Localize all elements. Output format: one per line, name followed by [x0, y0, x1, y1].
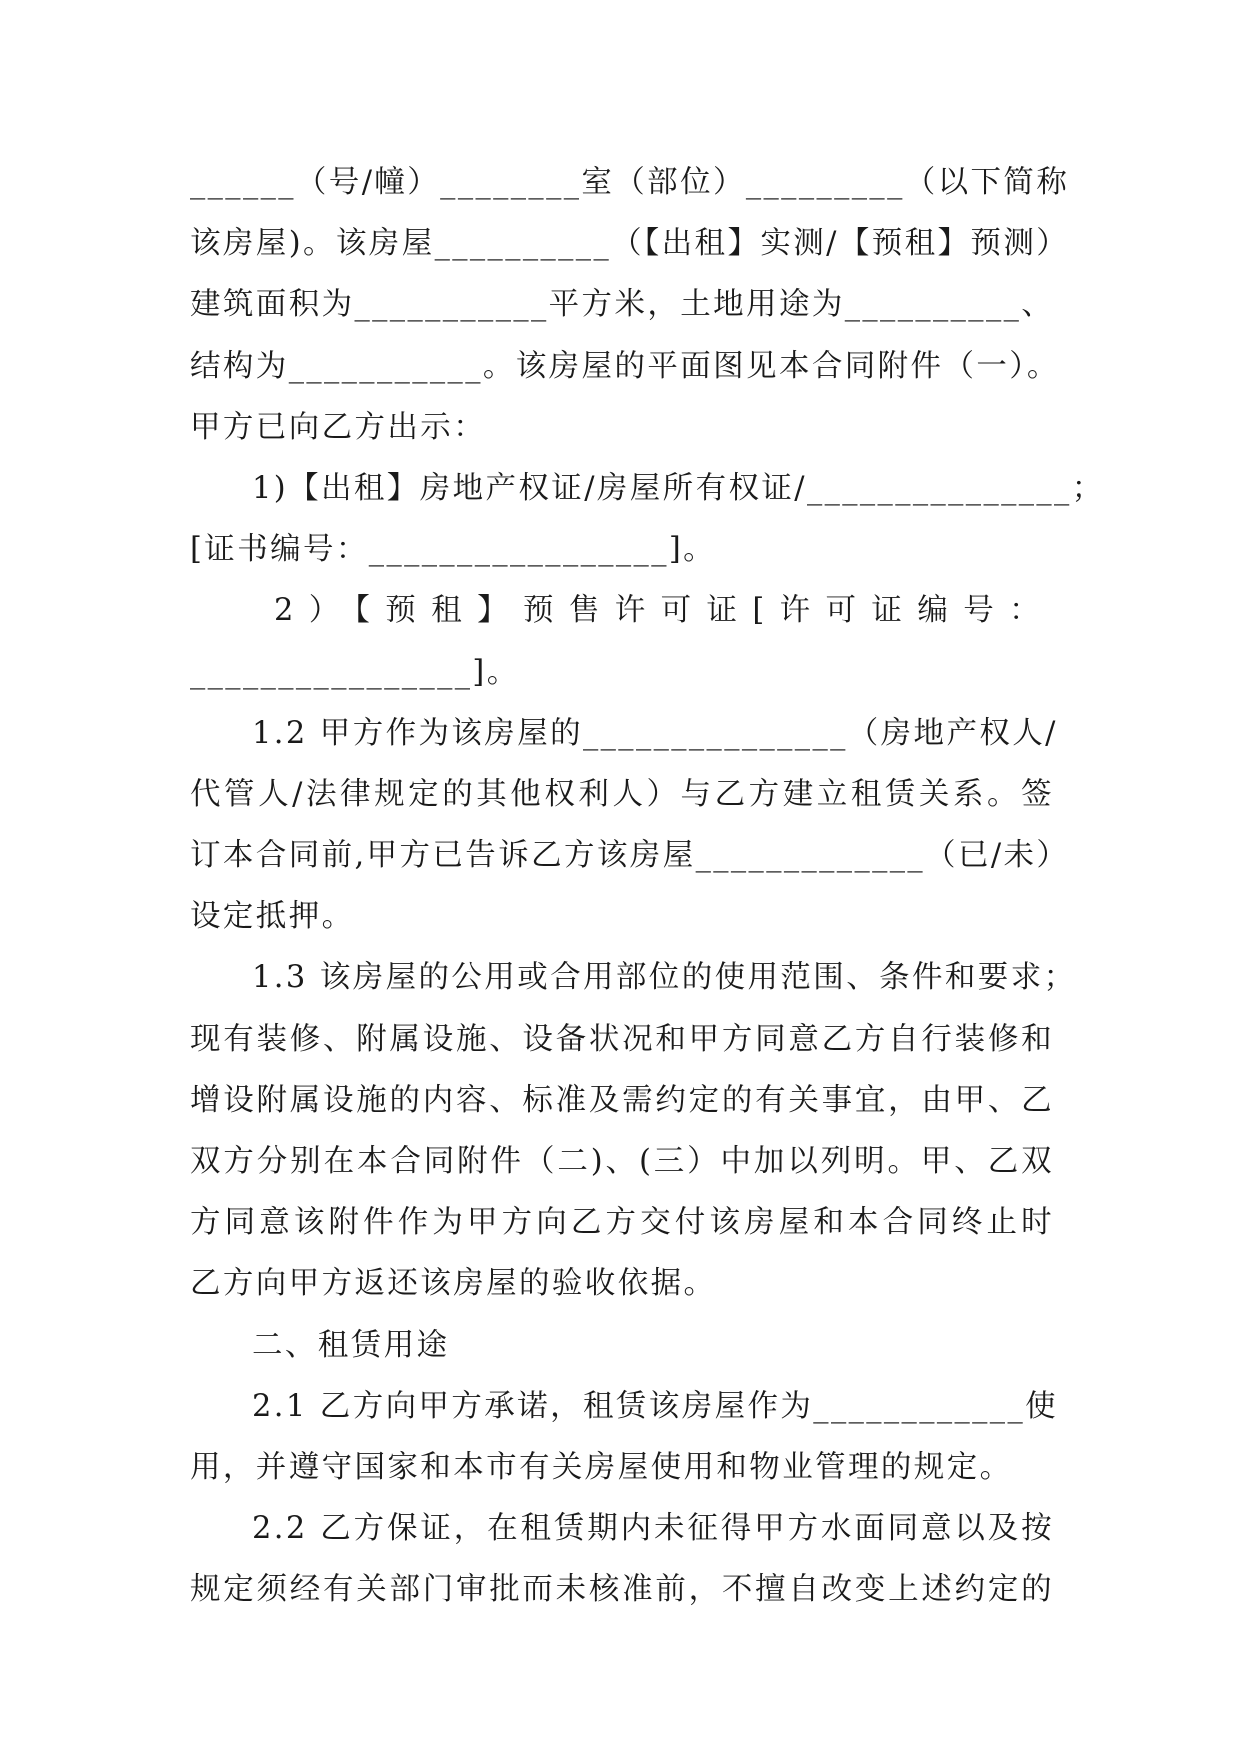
text-line: [证书编号：_________________]。 — [190, 532, 717, 568]
text-line: 2.2 乙方保证，在租赁期内未征得甲方水面同意以及按 — [252, 1511, 1054, 1547]
section-heading: 二、租赁用途 — [252, 1327, 450, 1363]
text-line: 甲方已向乙方出示： — [190, 409, 487, 445]
text-line: 用，并遵守国家和本市有关房屋使用和物业管理的规定。 — [190, 1449, 1013, 1485]
text-line: 2）【预租】预售许可证[许可证编号： — [274, 593, 1054, 629]
text-line: 1)【出租】房地产权证/房屋所有权证/_______________； — [252, 470, 1105, 506]
text-line: 该房屋)。该房屋__________（【出租】实测/【预租】预测） — [190, 226, 1070, 262]
text-line: 方同意该附件作为甲方向乙方交付该房屋和本合同终止时 — [190, 1205, 1054, 1241]
text-line: 现有装修、附属设施、设备状况和甲方同意乙方自行装修和 — [190, 1021, 1054, 1057]
text-line: 订本合同前,甲方已告诉乙方该房屋_____________（已/未） — [190, 838, 1070, 874]
text-line: 代管人/法律规定的其他权利人）与乙方建立租赁关系。签 — [190, 776, 1054, 812]
text-line: 双方分别在本合同附件（二)、(三）中加以列明。甲、乙双 — [190, 1144, 1054, 1179]
document-page — [190, 152, 1105, 1621]
text-line: 规定须经有关部门审批而未核准前，不擅自改变上述约定的 — [190, 1572, 1054, 1608]
text-line: 设定抵押。 — [190, 899, 355, 935]
text-line: 增设附属设施的内容、标准及需约定的有关事宜，由甲、乙 — [190, 1082, 1054, 1118]
text-line: ______（号/幢）________室（部位）_________（以下简称 — [190, 165, 1070, 200]
text-line: 结构为___________。该房屋的平面图见本合同附件（一）。 — [190, 348, 1060, 384]
text-line: 乙方向甲方返还该房屋的验收依据。 — [190, 1266, 717, 1302]
text-line: 1.2 甲方作为该房屋的_______________（房地产权人/ — [252, 715, 1058, 751]
text-line: 2.1 乙方向甲方承诺，租赁该房屋作为____________使 — [252, 1388, 1058, 1424]
text-line: 建筑面积为___________平方米，土地用途为__________、 — [190, 287, 1055, 323]
text-line: ________________]。 — [190, 654, 520, 690]
text-line: 1.3 该房屋的公用或合用部位的使用范围、条件和要求； — [252, 960, 1077, 996]
